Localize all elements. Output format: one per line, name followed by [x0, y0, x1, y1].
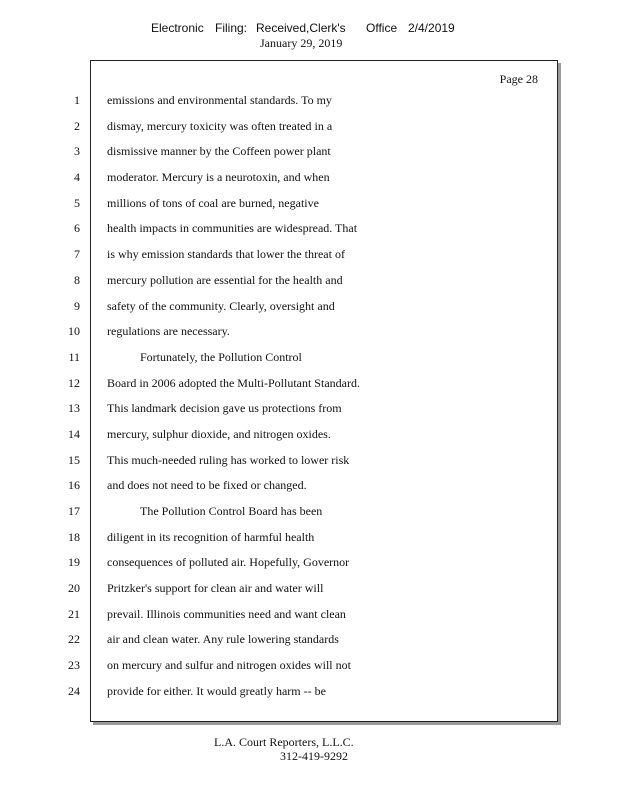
line-number: 8 [74, 272, 80, 287]
line-text: diligent in its recognition of harmful health [107, 529, 315, 544]
line-text: on mercury and sulfur and nitrogen oxides will not [107, 658, 351, 673]
line-text: Board in 2006 adopted the Multi-Pollutant Standard. [107, 375, 360, 390]
transcript-line [0, 627, 618, 653]
line-text: is why emission standards that lower the threat of [107, 247, 345, 262]
stamp-word: 2/4/2019 [408, 21, 455, 35]
transcript-line [0, 448, 618, 474]
line-text: mercury, sulphur dioxide, and nitrogen oxides. [107, 426, 331, 441]
line-text: Fortunately, the Pollution Control [140, 349, 302, 364]
transcript-line [0, 139, 618, 165]
transcript-lines [0, 88, 618, 705]
line-text: regulations are necessary. [107, 324, 230, 339]
line-text: This landmark decision gave us protections from [107, 401, 342, 416]
line-text: The Pollution Control Board has been [140, 504, 323, 518]
line-number: 24 [68, 683, 80, 698]
transcript-line [0, 319, 618, 345]
transcript-line [0, 165, 618, 191]
line-text: and does not need to be fixed or changed. [107, 478, 307, 493]
line-number: 2 [74, 118, 80, 133]
line-number: 20 [68, 581, 80, 596]
line-number: 14 [68, 426, 80, 441]
line-number: 3 [74, 144, 80, 159]
reporter-phone: 312-419-9292 [280, 749, 348, 763]
line-number: 5 [74, 195, 80, 210]
line-number: 15 [68, 452, 80, 467]
transcript-line [0, 268, 618, 294]
transcript-line [0, 679, 618, 705]
transcript-line [0, 550, 618, 576]
line-number: 10 [68, 324, 80, 339]
line-number: 6 [74, 221, 80, 236]
transcript-line [0, 191, 618, 217]
line-text: health impacts in communities are widespread. That [107, 221, 358, 236]
stamp-word: Office [366, 21, 398, 35]
line-text: Pritzker's support for clean air and water will [107, 581, 324, 596]
transcript-line [0, 345, 618, 371]
line-number: 1 [74, 93, 80, 107]
line-number: 17 [68, 504, 80, 518]
stamp-word: Filing: [215, 21, 248, 35]
line-number: 18 [68, 529, 80, 544]
transcript-line [0, 499, 618, 525]
line-number: 21 [68, 606, 80, 621]
line-number: 19 [68, 555, 80, 570]
line-text: air and clean water. Any rule lowering standards [107, 632, 339, 647]
transcript-line [0, 114, 618, 140]
filing-stamp [151, 21, 491, 37]
transcript-line [0, 294, 618, 320]
transcript-line [0, 216, 618, 242]
line-number: 7 [74, 247, 80, 262]
stamp-word: Received,Clerk's [256, 21, 346, 35]
line-text: dismay, mercury toxicity was often treated in a [107, 118, 333, 133]
line-number: 9 [74, 298, 80, 313]
line-text: emissions and environmental standards. To my [107, 93, 332, 107]
transcript-line [0, 576, 618, 602]
line-number: 12 [68, 375, 80, 390]
line-number: 22 [68, 632, 80, 647]
line-text: mercury pollution are essential for the health and [107, 272, 343, 287]
transcript-line [0, 242, 618, 268]
page-number: Page 28 [499, 72, 538, 86]
line-text: safety of the community. Clearly, oversight and [107, 298, 335, 313]
transcript-line [0, 525, 618, 551]
transcript-line [0, 602, 618, 628]
line-number: 11 [68, 349, 80, 364]
line-number: 4 [74, 170, 80, 185]
transcript-line [0, 396, 618, 422]
transcript-line [0, 653, 618, 679]
reporter-company: L.A. Court Reporters, L.L.C. [214, 735, 354, 749]
transcript-line [0, 88, 618, 114]
transcript-line [0, 422, 618, 448]
hearing-date: January 29, 2019 [260, 36, 343, 50]
line-text: consequences of polluted air. Hopefully, Governor [107, 555, 350, 570]
line-text: This much-needed ruling has worked to lower risk [107, 452, 350, 467]
line-text: moderator. Mercury is a neurotoxin, and when [107, 170, 330, 185]
line-text: dismissive manner by the Coffeen power plant [107, 144, 331, 159]
line-text: prevail. Illinois communities need and want clean [107, 606, 346, 621]
transcript-line [0, 371, 618, 397]
line-text: millions of tons of coal are burned, negative [107, 195, 319, 210]
line-number: 13 [68, 401, 80, 416]
line-number: 16 [68, 478, 80, 493]
transcript-line [0, 473, 618, 499]
line-text: provide for either. It would greatly harm -- be [107, 683, 326, 698]
stamp-word: Electronic [151, 21, 204, 35]
line-number: 23 [68, 658, 80, 673]
